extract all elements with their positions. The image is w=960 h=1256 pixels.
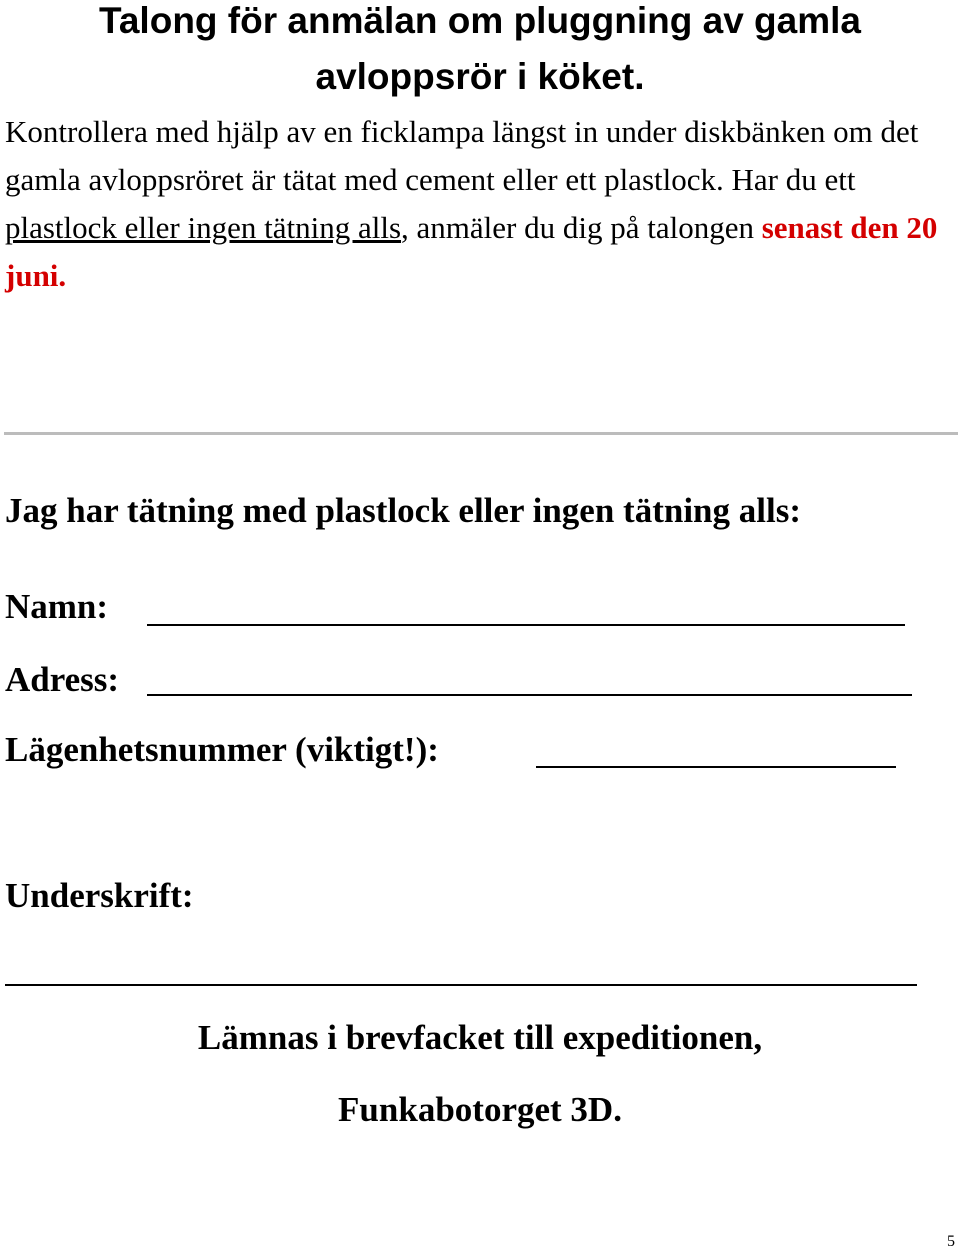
apartment-number-field[interactable]: [536, 766, 896, 768]
page-number: 5: [947, 1233, 955, 1250]
apartment-number-label: Lägenhetsnummer (viktigt!):: [5, 730, 439, 769]
signature-label: Underskrift:: [5, 876, 194, 915]
divider: [4, 432, 958, 435]
intro-text-1: Kontrollera med hjälp av en ficklampa längst in under diskbänken om det gamla avloppsröret är tätat med cement eller ett plastlock. Har du ett: [5, 114, 919, 197]
delivery-instruction-line-2: Funkabotorget 3D.: [338, 1090, 622, 1129]
name-field[interactable]: [147, 624, 905, 626]
intro-paragraph: [5, 108, 957, 300]
intro-text-2: , anmäler du dig på talongen: [401, 210, 762, 245]
name-label: Namn:: [5, 587, 109, 626]
address-label: Adress:: [5, 660, 120, 699]
deadline-text: senast den 20 juni.: [5, 210, 938, 293]
delivery-instruction-line-1: Lämnas i brevfacket till expeditionen,: [197, 1018, 763, 1057]
title-line-2: avloppsrör i köket.: [315, 56, 645, 97]
intro-underlined-text: plastlock eller ingen tätning alls: [5, 210, 402, 245]
title-line-1: Talong för anmälan om pluggning av gamla: [99, 0, 861, 41]
address-field[interactable]: [147, 694, 912, 696]
form-heading: Jag har tätning med plastlock eller ingen tätning alls:: [5, 491, 801, 530]
signature-field[interactable]: [5, 984, 917, 986]
